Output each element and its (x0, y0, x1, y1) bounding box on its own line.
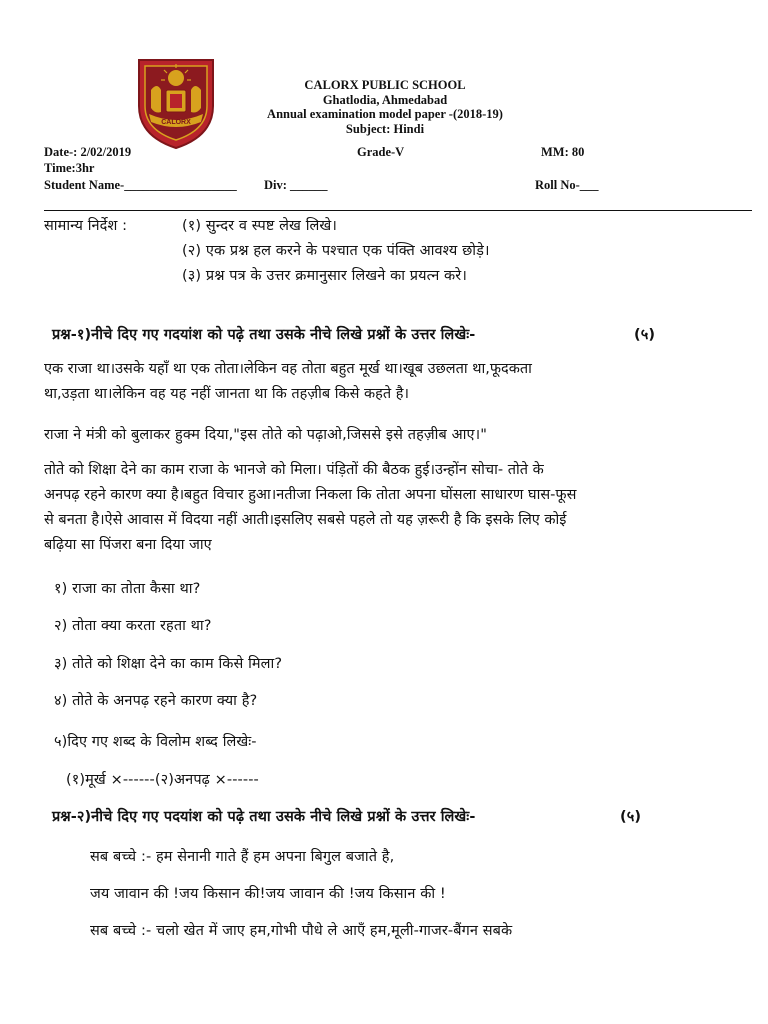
q1-question-2: २) तोता क्या करता रहता था? (54, 618, 212, 634)
school-name: CALORX PUBLIC SCHOOL (304, 78, 466, 92)
instructions-label: सामान्य निर्देश : (44, 218, 128, 234)
roll-no-field: Roll No-___ (535, 178, 599, 192)
header-divider (44, 210, 752, 211)
exam-time: Time:3hr (44, 161, 95, 175)
q1-marks: (५) (634, 327, 656, 343)
q1-paragraph-1: एक राजा था।उसके यहाँ था एक तोता।लेकिन वह तोता बहुत मूर्ख था।खूब उछलता था,फूदकता था,उड़ता था।लेकिन वह यह नहीं जानता था कि तहज़ीब किसे कहते है। (44, 361, 532, 402)
school-header (240, 78, 530, 136)
school-logo (131, 54, 221, 150)
q2-poem-line: सब बच्चे :- हम सेनानी गाते हैं हम अपना बिगुल बजाते है, (90, 849, 395, 865)
subject: Subject: Hindi (345, 121, 425, 136)
div-field: Div: ______ (264, 178, 328, 192)
q2-marks: (५) (620, 809, 642, 825)
q2-poem-line: सब बच्चे :- चलो खेत में जाए हम,गोभी पौधे ले आएँ हम,मूली-गाजर-बैंगन सबके (90, 923, 513, 939)
q1-question-3: ३) तोते को शिक्षा देने का काम किसे मिला? (54, 656, 283, 672)
exam-date: Date-: 2/02/2019 (44, 145, 132, 159)
q1-paragraph-3: तोते को शिक्षा देने का काम राजा के भानजे को मिला। पंड़ितों की बैठक हुई।उन्होंन सोचा- तोते के अनपढ़ रहने कारण क्या है।बहुत विचार हुआ।नतीजा निकला कि तोता अपना घोंसला साधारण घास-फूस से बनता है।ऐसे आवास में विदया नहीं आती।इसलिए सबसे पहले तो यह ज़रूरी है कि इसके लिए कोई बढ़िया सा पिंजरा बना दिया जाए (44, 462, 577, 553)
q1-paragraph-2: राजा ने मंत्री को बुलाकर हुक्म दिया,"इस तोते को पढ़ाओ,जिससे इसे तहज़ीब आए।" (44, 427, 488, 443)
instruction-item: (२) एक प्रश्न हल करने के पश्चात एक पंक्ति आवश्य छोड़े। (182, 243, 490, 259)
student-name-field: Student Name-__________________ (44, 178, 237, 192)
q1-antonyms: (१)मूर्ख ×------(२)अनपढ़ ×------ (66, 772, 259, 788)
q1-heading: प्रश्न-१)नीचे दिए गए गदयांश को पढ़े तथा उसके नीचे लिखे प्रश्नों के उत्तर लिखेः- (52, 327, 476, 343)
q1-question-4: ४) तोते के अनपढ़ रहने कारण क्या है? (54, 693, 258, 709)
grade: Grade-V (357, 145, 405, 159)
max-marks: MM: 80 (541, 145, 585, 159)
q1-question-1: १) राजा का तोता कैसा था? (54, 581, 201, 597)
exam-title: Annual examination model paper -(2018-19) (267, 107, 503, 121)
instruction-item: (१) सुन्दर व स्पष्ट लेख लिखे। (182, 218, 337, 234)
q2-poem-line: जय जावान की !जय किसान की!जय जावान की !जय किसान की ! (90, 886, 446, 902)
logo-text: CALORX (161, 119, 191, 126)
school-location: Ghatlodia, Ahmedabad (322, 92, 448, 107)
q1-question-5: ५)दिए गए शब्द के विलोम शब्द लिखेः- (54, 734, 257, 750)
q2-heading: प्रश्न-२)नीचे दिए गए पदयांश को पढ़े तथा उसके नीचे लिखे प्रश्नों के उत्तर लिखेः- (52, 809, 476, 825)
instruction-item: (३) प्रश्न पत्र के उत्तर क्रमानुसार लिखने का प्रयत्न करे। (182, 268, 467, 284)
